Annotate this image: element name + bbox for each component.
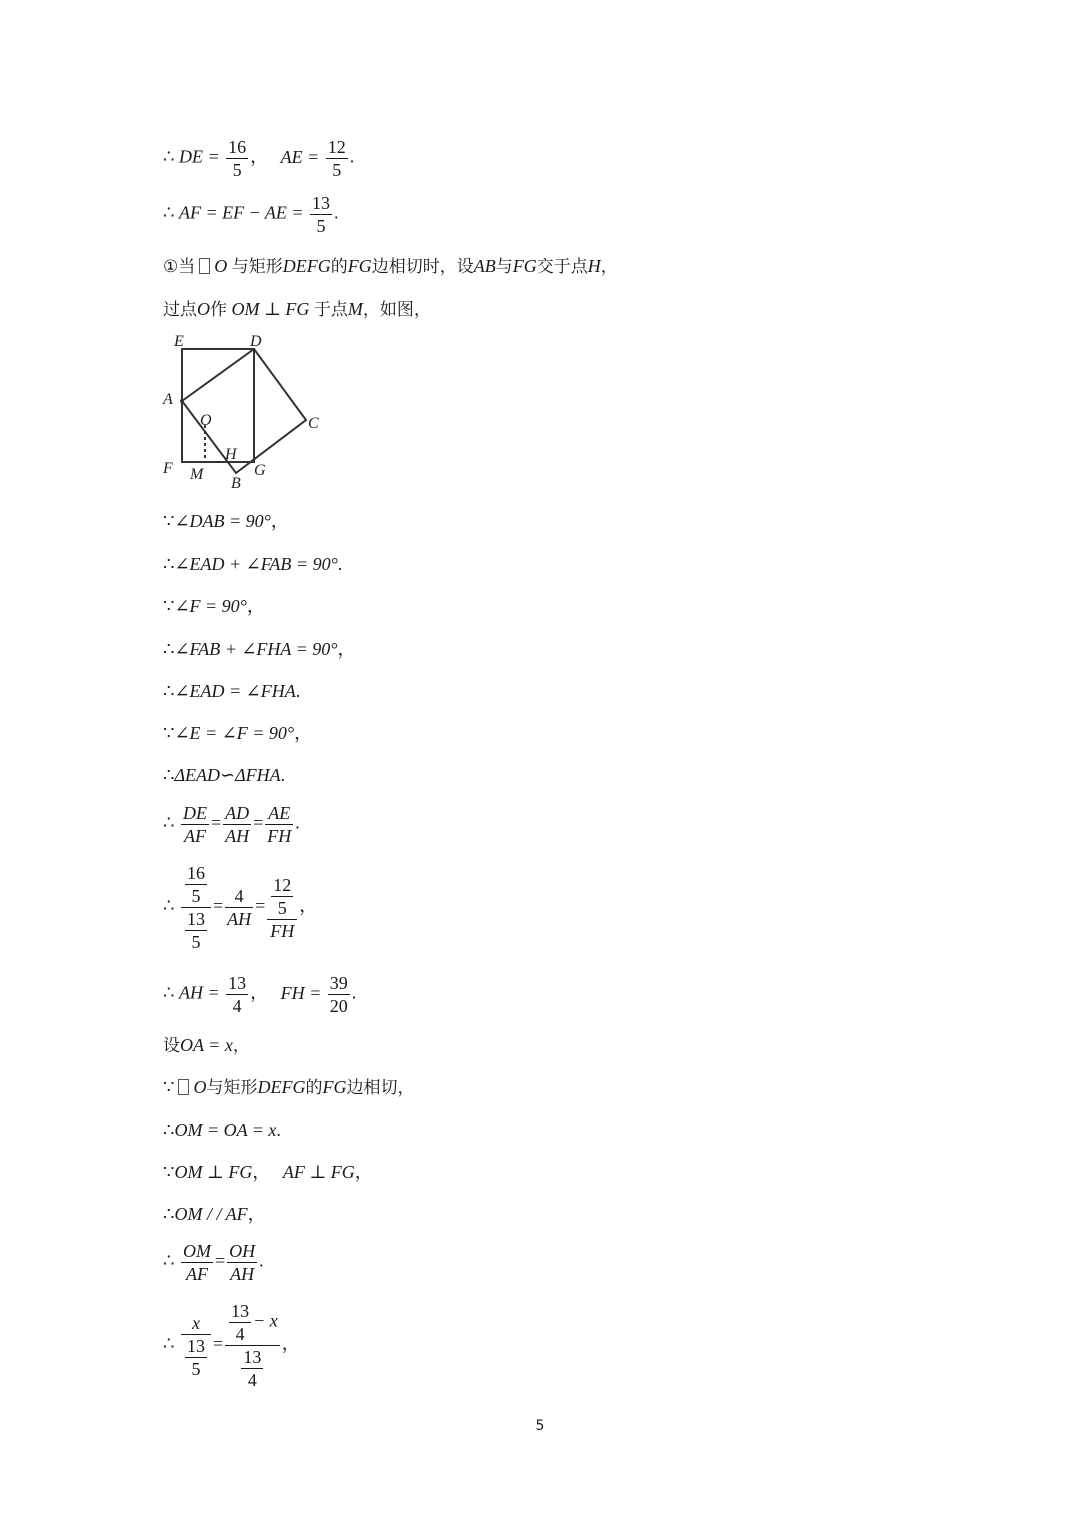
tangent-condition: ∵ O与矩形DEFG的FG边相切， <box>163 1077 415 1098</box>
set-variable: 设OA = x， <box>163 1035 250 1056</box>
label-h: H <box>225 446 237 463</box>
label-m: M <box>190 466 204 483</box>
complex-fraction: $\frac{\frac{16}{5}}{\frac{13}{5}}$ <box>181 862 211 953</box>
step-line: ∵∠F = 90°， <box>163 596 265 616</box>
complex-fraction: $\frac{x}{\frac{13}{5}}$ <box>181 1312 211 1380</box>
label-d: D <box>250 333 262 350</box>
step-line: ∵OM ⊥ FG， AF ⊥ FG， <box>163 1162 373 1182</box>
step-line: ∴∠EAD + ∠FAB = 90°. <box>163 554 343 574</box>
label-e: E <box>174 333 184 350</box>
geometry-figure <box>160 330 330 495</box>
fraction-13-5: $\frac{13}{5}$ <box>312 193 331 236</box>
ratio-parallel: ∴ $\frac{OM}{AF}$ = $\frac{OH}{AH}$ . <box>163 1241 264 1284</box>
complex-fraction: $\frac{\frac{12}{5}}{FH}$ <box>267 874 297 942</box>
ratio-equation-x: ∴ $\frac{x}{\frac{13}{5}}$ = $\frac{13}{4}$ − x $\frac{13}{4}$ ， <box>163 1301 300 1390</box>
step-line: ∵∠DAB = 90°， <box>163 511 289 531</box>
ratio-substituted: ∴ $\frac{\frac{16}{5}}{\frac{13}{5}}$ = $\frac{4}{AH}$ = $\frac{\frac{12}{5}}{FH}$ ， <box>163 863 318 952</box>
step-line: ∴∠EAD = ∠FHA. <box>163 681 301 701</box>
equation-af: ∴ AF = EF − AE = $\frac{13}{5}$ . <box>163 193 339 236</box>
complex-fraction: $\frac{13}{4}$ − x $\frac{13}{4}$ <box>225 1300 280 1391</box>
fraction-12-5: $\frac{12}{5}$ <box>327 137 346 180</box>
circle-symbol-icon <box>199 258 210 274</box>
step-line: ∴∠FAB + ∠FHA = 90°， <box>163 639 356 659</box>
equation-de-ae: ∴ DE = $\frac{16}{5}$ ， AE = $\frac{12}{5}$ . <box>163 137 355 180</box>
label-a: A <box>163 391 173 408</box>
ratio-similar-triangles: ∴ $\frac{DE}{AF}$ = $\frac{AD}{AH}$ = $\frac{AE}{FH}$ . <box>163 803 300 846</box>
square-abcd <box>182 349 306 473</box>
page-number: 5 <box>535 1418 545 1434</box>
label-f: F <box>163 460 173 477</box>
circle-symbol-icon <box>178 1079 189 1095</box>
step-line: ∴OM / / AF， <box>163 1204 266 1224</box>
label-b: B <box>231 475 241 492</box>
case-one-statement: ①当 O 与矩形DEFG的FG边相切时，设AB与FG交于点H， <box>163 256 618 277</box>
step-line: ∵∠E = ∠F = 90°， <box>163 723 313 743</box>
result-ah-fh: ∴ AH = $\frac{13}{4}$ ， FH = $\frac{39}{20}$ . <box>163 973 357 1016</box>
construction-statement: 过点O作 OM ⊥ FG 于点M，如图， <box>163 299 431 320</box>
step-line: ∴OM = OA = x. <box>163 1120 281 1140</box>
rectangle-defg <box>182 349 254 462</box>
step-line: ∴ΔEAD∽ΔFHA. <box>163 765 286 785</box>
label-c: C <box>308 415 319 432</box>
fraction-16-5: $\frac{16}{5}$ <box>228 137 247 180</box>
point-a <box>180 399 184 403</box>
label-o: O <box>200 412 212 429</box>
label-g: G <box>254 462 266 479</box>
